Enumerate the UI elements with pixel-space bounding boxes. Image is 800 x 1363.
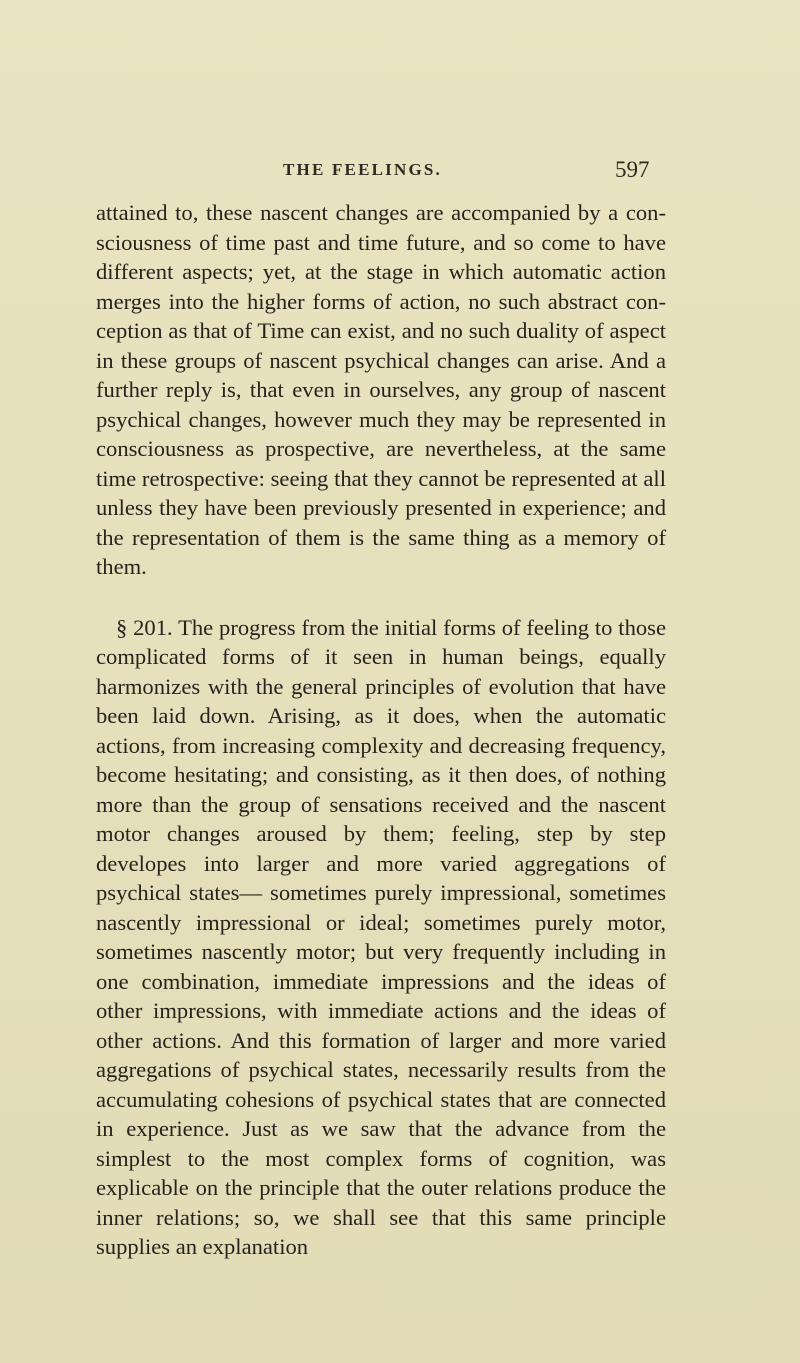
running-head: THE FEELINGS. [283,160,442,179]
page-number: 597 [615,157,650,182]
paragraph-section-201: § 201. The progress from the initial forms of feeling to those complicated forms of it seen in human beings, equally harmonizes with the general principles of evolution that have been laid down. Arising, as it does, when the automatic actions, from increasing complexity and decreasing frequency, become hesitating; and consisting, as it then does, of nothing more than the group of sensations received and the nascent motor changes aroused by them; feeling, step by step developes into larger and more varied aggregations of psychical states— sometimes purely impressional, sometimes nascently impressional or ideal; sometimes purely motor, sometimes nascently motor; but very frequently including in one combination, immediate impressions and the ideas of other impressions, with immediate actions and the ideas of other actions. And this formation of larger and more varied aggregations of psychical states, necessarily results from the accumulating cohesions of psychical states that are connected in experience. Just as we saw that the advance from the simplest to the most complex forms of cognition, was explicable on the principle that the outer relations produce the inner relations; so, we shall see that this same principle supplies an explanation [96,614,666,1259]
page-header [0,157,800,190]
body-text [96,198,666,1262]
paragraph-continuation: attained to, these nascent changes are accompanied by a consciousness of time past and time future, and so come to have different aspects; yet, at the stage in which automatic action merges into the higher forms of action, no such abstract conception as that of Time can exist, and no such duality of aspect in these groups of nascent psychical changes can arise. And a further reply is, that even in ourselves, any group of nascent psychical changes, however much they may be represented in consciousness as prospective, are nevertheless, at the same time retrospective: seeing that they cannot be represented at all unless they have been previously presented in experience; and the representation of them is the same thing as a memory of them. [96,200,666,579]
